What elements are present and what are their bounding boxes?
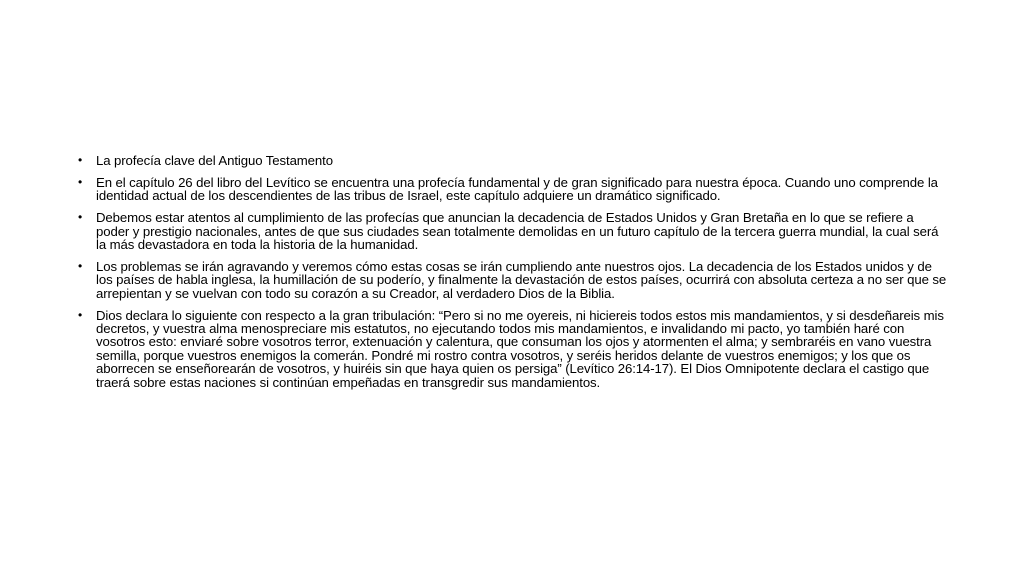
bullet-dot-icon: • bbox=[78, 307, 83, 322]
bullet-dot-icon: • bbox=[78, 258, 83, 273]
bullet-dot-icon: • bbox=[78, 174, 83, 189]
bullet-text: En el capítulo 26 del libro del Levítico se encuentra una profecía fundamental y de gran significado para nuestra época. Cuando uno comprende la identidad actual de los descendientes de las tribus de Israel, este capítulo adquiere un dramático significado. bbox=[96, 174, 938, 204]
bullet-item bbox=[76, 154, 950, 167]
bullet-item bbox=[76, 211, 950, 251]
bullet-dot-icon: • bbox=[78, 210, 83, 225]
bullet-text: La profecía clave del Antiguo Testamento bbox=[96, 153, 333, 168]
bullet-text: Debemos estar atentos al cumplimiento de las profecías que anuncian la decadencia de Estados Unidos y Gran Bretaña en lo que se refiere a poder y prestigio nacionales, antes de que sus ciudades sean totalmente demolidas en un futuro capítulo de la tercera guerra mundial, la cual será la más devastadora en toda la historia de la humanidad. bbox=[96, 210, 939, 253]
bullet-text: Dios declara lo siguiente con respecto a la gran tribulación: “Pero si no me oyereis, ni hiciereis todos estos mis mandamientos, y si desdeñareis mis decretos, y vuestra alma menospreciare mis estatutos, no ejecutando todos mis mandamientos, e invalidando mi pacto, yo también haré con vosotros esto: enviaré sobre vosotros terror, extenuación y calentura, que consuman los ojos y atormenten el alma; y sembraréis en vano vuestra semilla, porque vuestros enemigos la comerán. Pondré mi rostro contra vosotros, y seréis heridos delante de vuestros enemigos; y los que os aborrecen se enseñorearán de vosotros, y huiréis sin que haya quien os persiga” (Levítico 26:14-17). El Dios Omnipotente declara el castigo que traerá sobre estas naciones si continúan empeñadas en transgredir sus mandamientos. bbox=[96, 307, 944, 390]
bullet-item bbox=[76, 309, 950, 389]
bullet-text: Los problemas se irán agravando y veremos cómo estas cosas se irán cumpliendo ante nuestros ojos. La decadencia de los Estados unidos y de los países de habla inglesa, la humillación de su poderío, y finalmente la devastación de estos países, ocurrirá con absoluta certeza a no ser que se arrepientan y se vuelvan con todo su corazón a su Creador, al verdadero Dios de la Biblia. bbox=[96, 258, 947, 301]
bullet-item bbox=[76, 176, 950, 203]
bullet-list bbox=[76, 154, 950, 398]
bullet-item bbox=[76, 260, 950, 300]
bullet-dot-icon: • bbox=[78, 153, 83, 167]
